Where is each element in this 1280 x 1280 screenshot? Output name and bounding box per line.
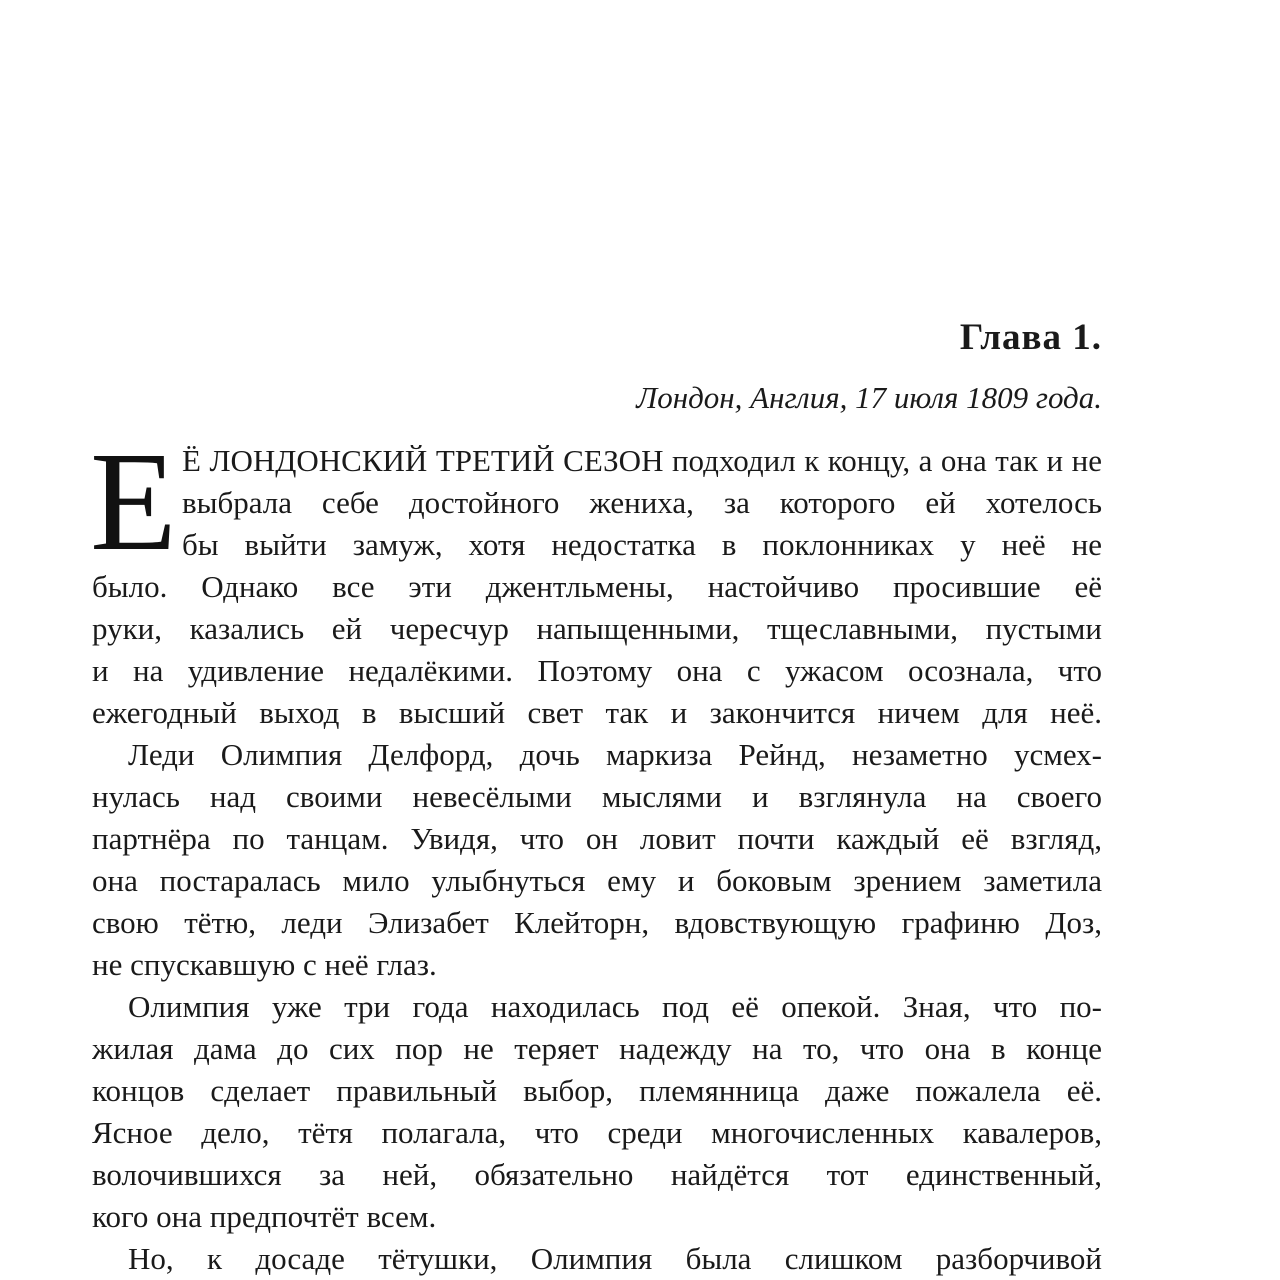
book-page (92, 0, 1102, 1280)
text-line: ежегодный выход в высший свет так и закончится ничем для неё. (92, 695, 1102, 730)
text-line: Олимпия уже три года находилась под её опекой. Зная, что по- (128, 989, 1102, 1024)
text-line: кого она предпочтёт всем. (92, 1199, 437, 1234)
text-line: концов сделает правильный выбор, племянница даже пожалела её. (92, 1073, 1102, 1108)
text-line: руки, казались ей чересчур напыщенными, тщеславными, пустыми (92, 611, 1102, 646)
text-line: жилая дама до сих пор не теряет надежду на то, что она в конце (92, 1031, 1102, 1066)
text-line: Ё ЛОНДОНСКИЙ ТРЕТИЙ СЕЗОН подходил к концу, а она так и не (182, 443, 1102, 478)
text-line: партнёра по танцам. Увидя, что он ловит почти каждый её взгляд, (92, 821, 1102, 856)
text-line: выбрала себе достойного жениха, за которого ей хотелось (182, 485, 1102, 520)
body-text (90, 422, 1102, 1280)
text-line: нулась над своими невесёлыми мыслями и взглянула на своего (92, 779, 1102, 814)
chapter-title: Глава 1. (959, 317, 1102, 358)
text-line: волочившихся за ней, обязательно найдётся тот единственный, (92, 1157, 1102, 1192)
opening-paragraph (90, 422, 1102, 580)
text-line: свою тётю, леди Элизабет Клейторн, вдовствующую графиню Доз, (92, 905, 1102, 940)
text-line: бы выйти замуж, хотя недостатка в поклонниках у неё не (182, 527, 1102, 562)
text-line: было. Однако все эти джентльмены, настойчиво просившие её (92, 569, 1102, 604)
text-line: не спускавшую с неё глаз. (92, 947, 437, 982)
text-line: она постаралась мило улыбнуться ему и боковым зрением заметила (92, 863, 1102, 898)
text-line: Но, к досаде тётушки, Олимпия была слишком разборчивой (128, 1241, 1102, 1276)
text-line: Ясное дело, тётя полагала, что среди многочисленных кавалеров, (92, 1115, 1102, 1150)
text-line: Леди Олимпия Делфорд, дочь маркиза Рейнд, незаметно усмех- (128, 737, 1102, 772)
chapter-subtitle: Лондон, Англия, 17 июля 1809 года. (636, 380, 1102, 415)
text-line: и на удивление недалёкими. Поэтому она с ужасом осознала, что (92, 653, 1102, 688)
drop-cap: Е (90, 422, 177, 580)
